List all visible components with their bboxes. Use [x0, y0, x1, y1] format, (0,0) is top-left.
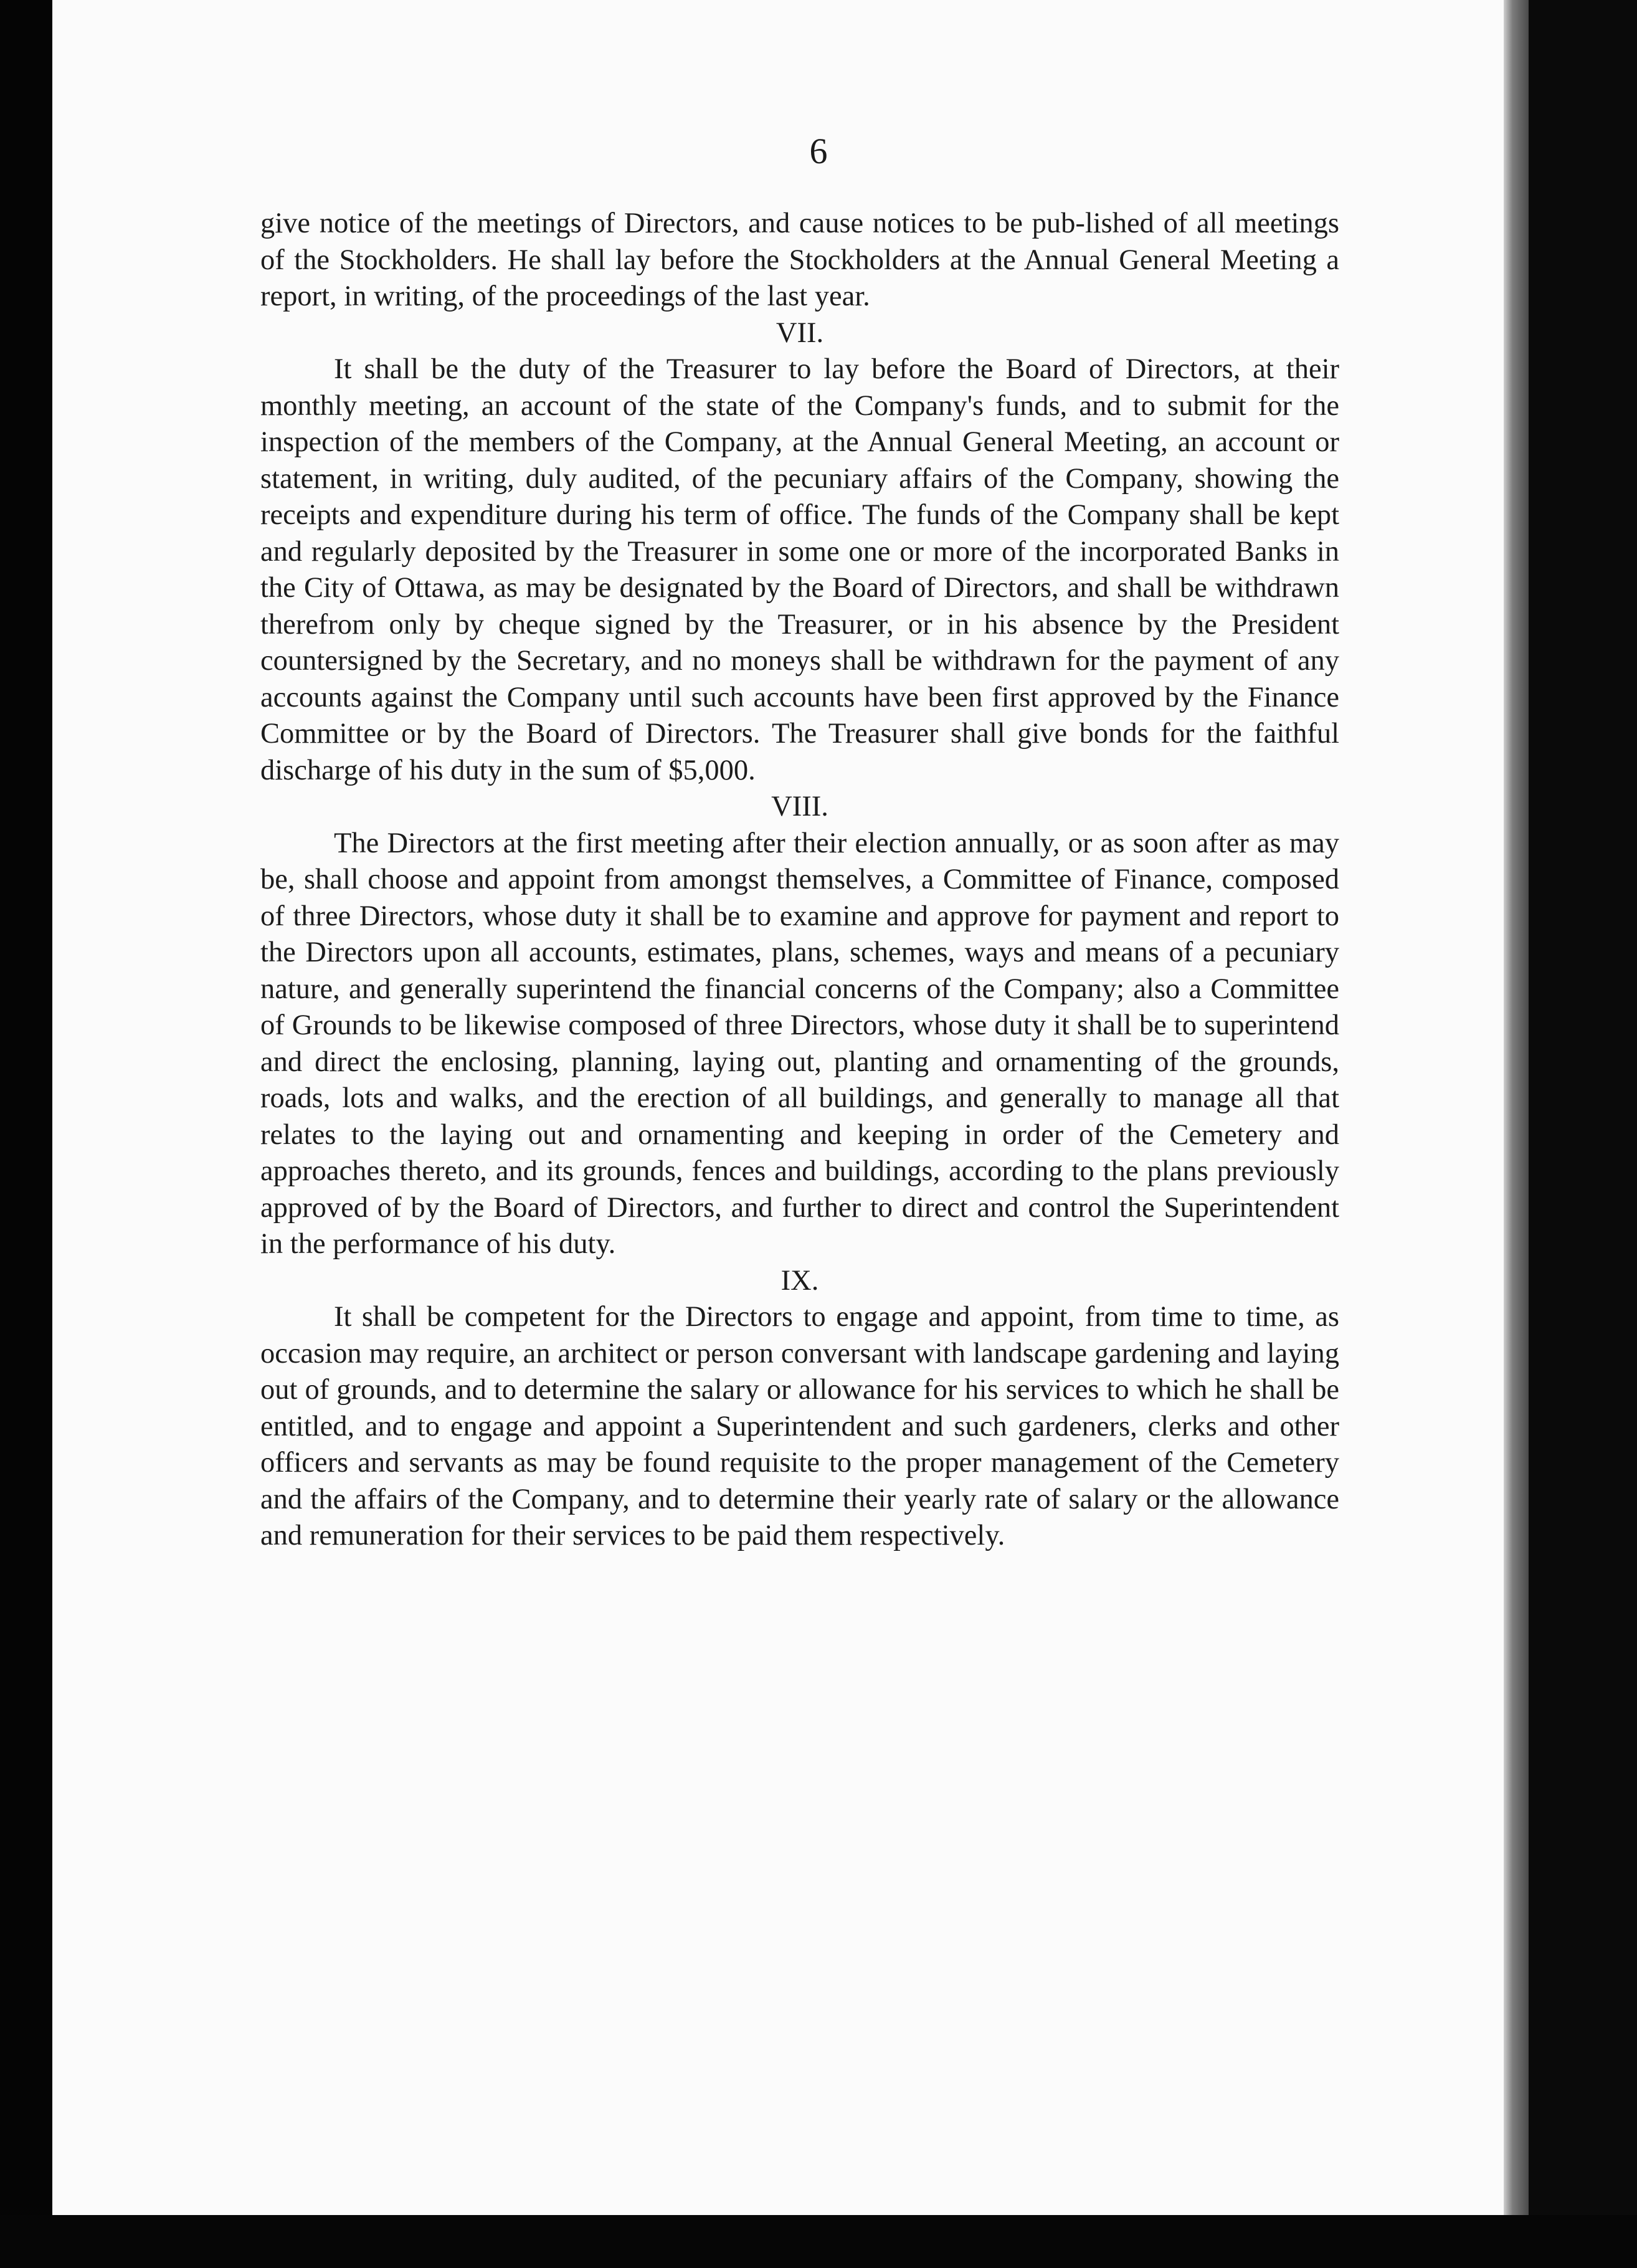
section-heading-viii: VIII.	[771, 791, 828, 822]
paragraph-continuation: give notice of the meetings of Directors, and cause notices to be pub-lished of all meetings of the Stockholders. He shall lay before the Stockholders at the Annual General Meeting a report, in writing, of the proceedings of the last year.	[260, 207, 1339, 312]
section-heading-ix: IX.	[781, 1264, 819, 1297]
paragraph-ix: It shall be competent for the Directors to engage and appoint, from time to time, as occasion may require, an architect or person conversant with landscape gardening and laying out of grounds, and to determine the salary or allowance for his services to which he shall be entitled, and to engage and appoint a Superintendent and such gardeners, clerks and other officers and servants as may be found requisite to the proper management of the Cemetery and the affairs of the Company, and to determine their yearly rate of salary or the allowance and remuneration for their services to be paid them respectively.	[260, 1301, 1339, 1551]
scan-left-margin	[0, 0, 52, 2268]
paragraph-vii: It shall be the duty of the Treasurer to lay before the Board of Directors, at their monthly meeting, an account of the state of the Company's funds, and to submit for the inspection of the members of the Company, at the Annual General Meeting, an account or statement, in writing, duly audited, of the pecuniary affairs of the Company, showing the receipts and expenditure during his term of office. The funds of the Company shall be kept and regularly deposited by the Treasurer in some one or more of the incorporated Banks in the City of Ottawa, as may be designated by the Board of Directors, and shall be withdrawn therefrom only by cheque signed by the Treasurer, or in his absence by the President countersigned by the Secretary, and no moneys shall be withdrawn for the payment of any accounts against the Company until such accounts have been first approved by the Finance Committee or by the Board of Directors. The Treasurer shall give bonds for the faithful discharge of his duty in the sum of $5,000.	[260, 353, 1339, 786]
paragraph-viii: The Directors at the first meeting after their election annually, or as soon after as may be, shall choose and appoint from amongst themselves, a Committee of Finance, composed of three Directors, whose duty it shall be to examine and approve for payment and report to the Directors upon all accounts, estimates, plans, schemes, ways and means of a pecuniary nature, and generally superintend the financial concerns of the Company; also a Committee of Grounds to be likewise composed of three Directors, whose duty it shall be to superintend and direct the enclosing, planning, laying out, planting and ornamenting of the grounds, roads, lots and walks, and the erection of all buildings, and generally to manage all that relates to the laying out and ornamenting and keeping in order of the Cemetery and approaches thereto, and its grounds, fences and buildings, according to the plans previously approved of by the Board of Directors, and further to direct and control the Superintendent in the performance of his duty.	[260, 827, 1339, 1260]
page-edge-shadow	[1504, 0, 1529, 2215]
section-heading-vii: VII.	[776, 317, 824, 349]
body-text	[260, 206, 1339, 1555]
page-number: 6	[809, 131, 828, 171]
scan-bottom-margin	[0, 2215, 1637, 2268]
scan-right-margin	[1529, 0, 1637, 2268]
